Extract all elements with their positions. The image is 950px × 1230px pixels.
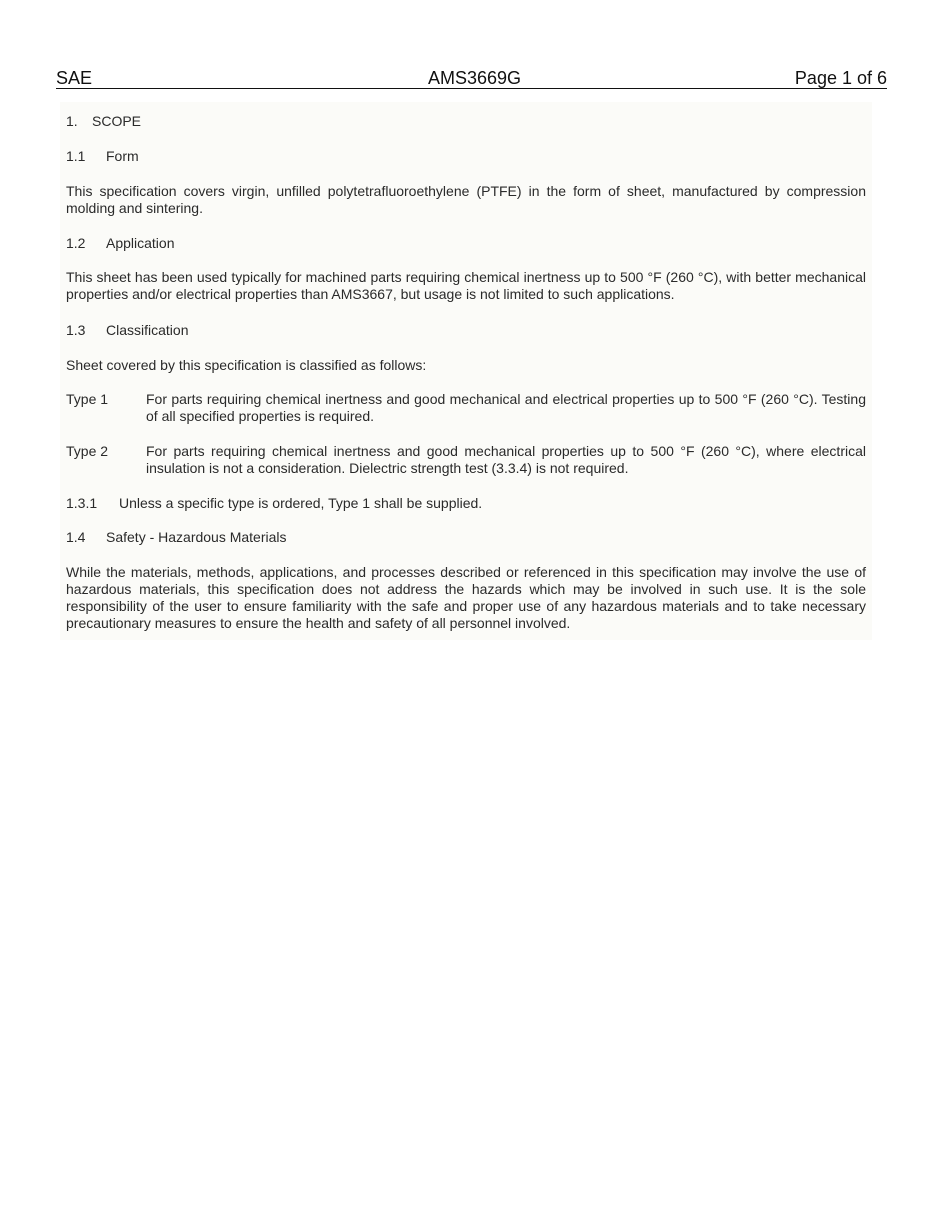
header-page-number: Page 1 of 6 [794,68,887,88]
section-number: 1. [66,113,78,129]
section-title: Form [106,148,139,164]
section-heading-scope [66,113,866,130]
classification-intro: Sheet covered by this specification is classified as follows: [66,357,427,373]
section-number: 1.3 [66,322,86,338]
document-body [60,102,872,640]
section-title: Application [106,235,175,251]
section-title: Safety - Hazardous Materials [106,529,287,545]
section-number: 1.4 [66,529,86,545]
section-number: 1.3.1 [66,495,98,511]
section-title: Classification [106,322,189,338]
section-title: SCOPE [92,113,142,129]
type-description: For parts requiring chemical inertness and good mechanical properties up to 500 °F (260 °C), where electrical insulation is not a consideration. Dielectric strength test (3.3.4) is not required. [146,443,866,476]
type-label: Type 1 [66,391,109,407]
header-doc-number: AMS3669G [428,68,522,88]
section-heading-safety [66,529,866,546]
section-heading-form [66,148,866,165]
section-heading-application [66,235,866,252]
section-heading-classification [66,322,866,339]
section-number: 1.1 [66,148,86,164]
section-number: 1.2 [66,235,86,251]
subsection-1-3-1 [66,495,866,512]
subsection-text: Unless a specific type is ordered, Type 1 shall be supplied. [119,495,483,511]
page-header [56,68,887,89]
section-body-application: This sheet has been used typically for machined parts requiring chemical inertness up to 500 °F (260 °C), with better mechanical properties and/or electrical properties than AMS3667, but usage is not limited to such applications. [66,269,866,302]
header-org: SAE [56,68,93,88]
type-description: For parts requiring chemical inertness and good mechanical and electrical properties up to 500 °F (260 °C). Testing of all specified properties is required. [146,391,866,424]
type-label: Type 2 [66,443,109,459]
section-body-safety: While the materials, methods, applications, and processes described or referenced in this specification may involve the use of hazardous materials, this specification does not address the hazards which may be involved in such use. It is the sole responsibility of the user to ensure familiarity with the safe and proper use of any hazardous materials and to take necessary precautionary measures to ensure the health and safety of all personnel involved. [66,564,866,631]
section-body-form: This specification covers virgin, unfilled polytetrafluoroethylene (PTFE) in the form of sheet, manufactured by compression molding and sintering. [66,183,866,216]
